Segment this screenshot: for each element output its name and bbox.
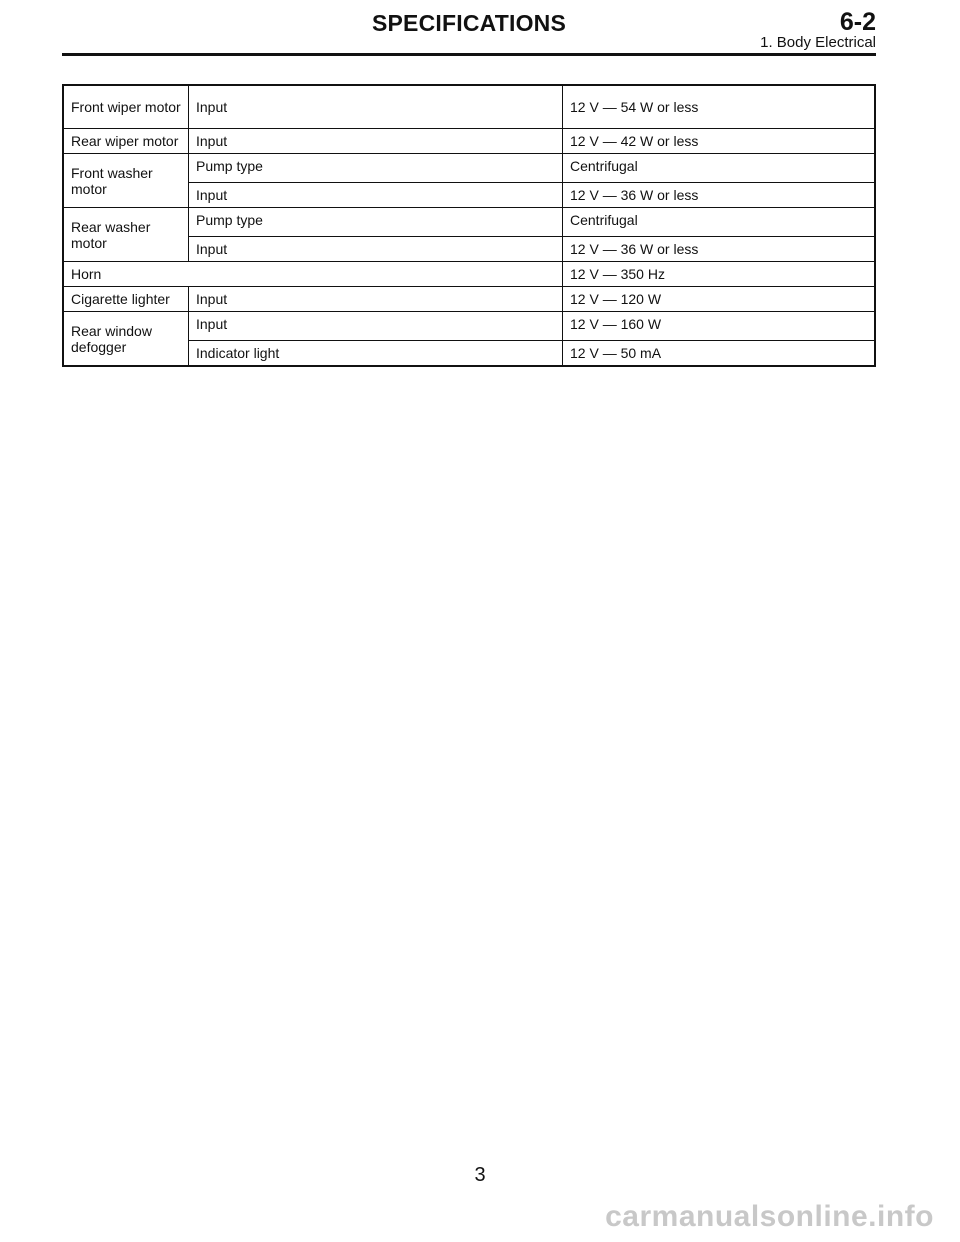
section-subtitle: 1. Body Electrical [760, 34, 876, 51]
value-cell: 12 V — 160 W [563, 312, 876, 341]
component-cell: Rear washer motor [63, 208, 189, 262]
item-cell: Indicator light [189, 341, 563, 367]
item-cell: Input [189, 85, 563, 129]
table-row [63, 154, 875, 183]
table-row [63, 85, 875, 129]
table-row [63, 262, 875, 287]
page-header [62, 8, 876, 56]
header-rule [62, 53, 876, 56]
value-cell: Centrifugal [563, 154, 876, 183]
table-row [63, 208, 875, 237]
footer-watermark: carmanualsonline.info [605, 1200, 934, 1233]
value-cell: 12 V — 36 W or less [563, 183, 876, 208]
table-row [63, 129, 875, 154]
component-cell: Front wiper motor [63, 85, 189, 129]
section-code: 6-2 [839, 8, 876, 36]
table-row [63, 287, 875, 312]
table-row [63, 312, 875, 341]
page-title: SPECIFICATIONS [371, 10, 567, 36]
item-cell: Pump type [189, 208, 563, 237]
component-cell: Rear wiper motor [63, 129, 189, 154]
value-cell: 12 V — 42 W or less [563, 129, 876, 154]
page-number: 3 [474, 1164, 486, 1186]
value-cell: 12 V — 120 W [563, 287, 876, 312]
component-cell: Front washer motor [63, 154, 189, 208]
item-cell: Pump type [189, 154, 563, 183]
value-cell: 12 V — 54 W or less [563, 85, 876, 129]
component-cell: Rear window defogger [63, 312, 189, 367]
value-cell: 12 V — 50 mA [563, 341, 876, 367]
item-cell: Input [189, 237, 563, 262]
value-cell: Centrifugal [563, 208, 876, 237]
value-cell: 12 V — 350 Hz [563, 262, 876, 287]
item-cell: Input [189, 312, 563, 341]
item-cell: Input [189, 183, 563, 208]
value-cell: 12 V — 36 W or less [563, 237, 876, 262]
item-cell: Input [189, 129, 563, 154]
component-cell: Cigarette lighter [63, 287, 189, 312]
specifications-table [62, 84, 876, 367]
item-cell: Input [189, 287, 563, 312]
component-cell: Horn [63, 262, 563, 287]
